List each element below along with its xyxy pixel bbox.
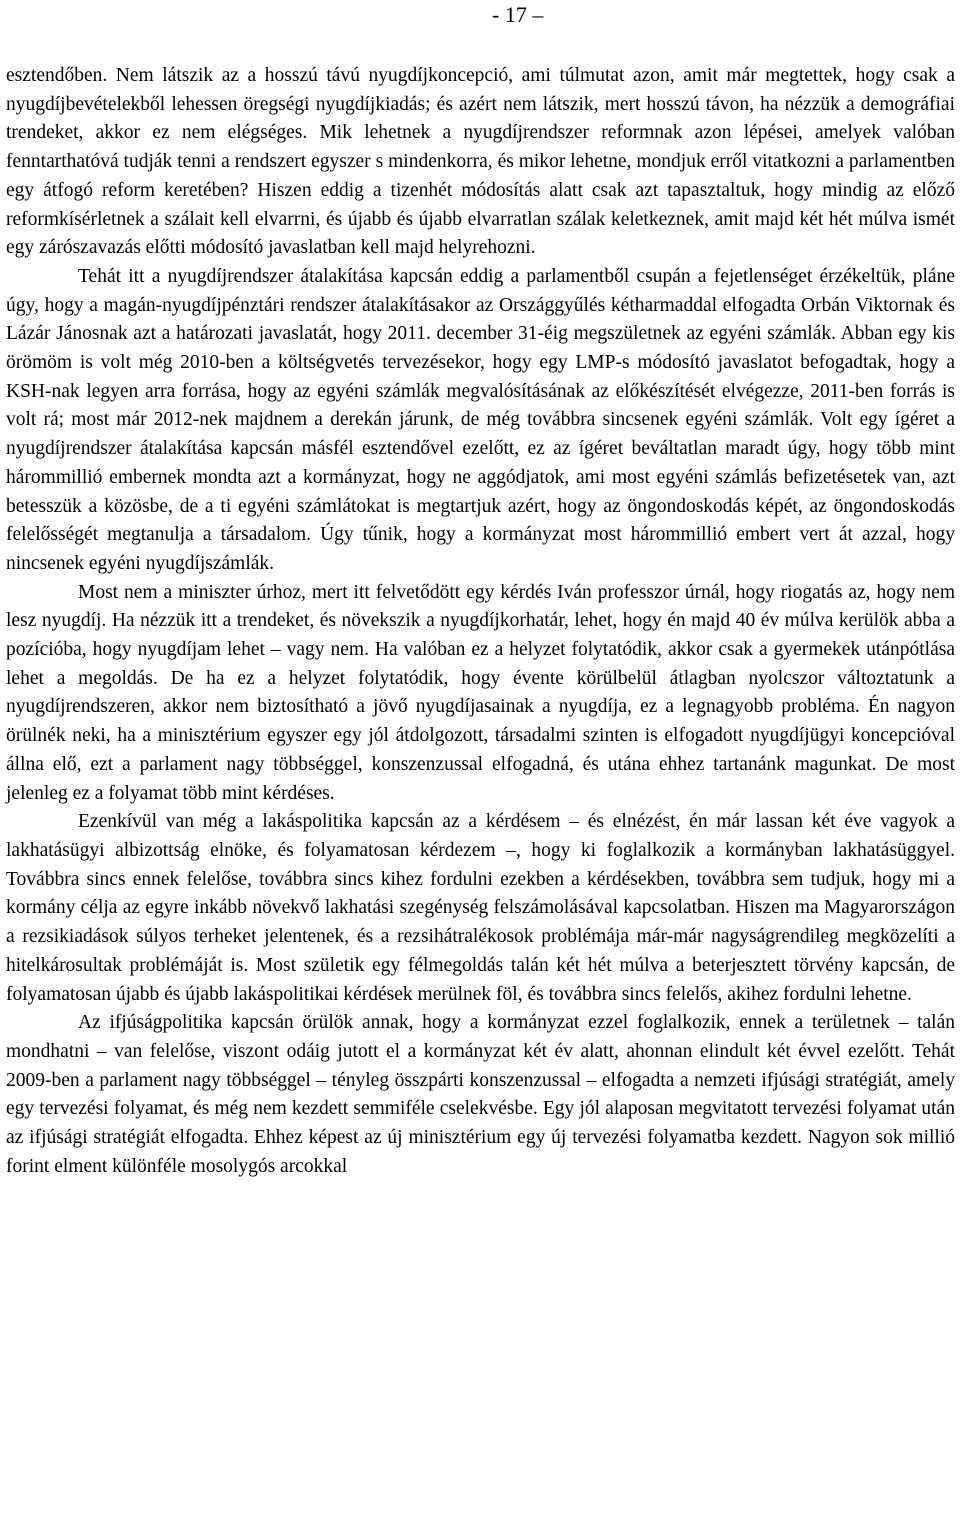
page-number: - 17 – (492, 2, 544, 27)
paragraph: Tehát itt a nyugdíjrendszer átalakítása kapcsán eddig a parlamentből csupán a fejetlenséget érzékeltük, pláne úgy, hogy a magán-nyugdíjpénztári rendszer átalakításakor az Országgyűlés kétharmaddal elfogadta Orbán Viktornak és Lázár Jánosnak azt a határozati javaslatát, hogy 2011. december 31-éig megszületnek az egyéni számlák. Abban egy kis örömöm is volt még 2010-ben a költségvetés tervezésekor, hogy egy LMP-s módosító javaslatot befogadtak, hogy a KSH-nak legyen arra forrása, hogy az egyéni számlák megvalósításának az előkészítését elvégezze, 2011-ben forrás is volt rá; most már 2012-nek majdnem a derekán járunk, de még továbbra sincsenek egyéni számlák. Volt egy ígéret a nyugdíjrendszer átalakítása kapcsán másfél esztendővel ezelőtt, ez az ígéret beváltatlan maradt úgy, hogy több mint hárommillió embernek mondta azt a kormányzat, hogy ne aggódjatok, ami most egyéni számlás befizetésetek van, azt betesszük a közösbe, de a ti egyéni számlátokat is megtartjuk azért, hogy az öngondoskodás képét, az öngondoskodás felelősségét megtanulja a társadalom. Úgy tűnik, hogy a kormányzat most hárommillió embert vert át azzal, hogy nincsenek egyéni nyugdíjszámlák. (6, 265, 955, 574)
paragraph: Most nem a miniszter úrhoz, mert itt felvetődött egy kérdés Iván professzor úrnál, hogy riogatás az, hogy nem lesz nyugdíj. Ha nézzük itt a trendeket, és növekszik a nyugdíjkorhatár, lehet, hogy én majd 40 év múlva kerülök abba a pozícióba, hogy nyugdíjam lehet – vagy nem. Ha valóban ez a helyzet folytatódik, akkor csak a gyermekek utánpótlása lehet a megoldás. De ha ez a helyzet folytatódik, hogy évente körülbelül átlagban nyolcszor változtatunk a nyugdíjrendszeren, akkor nem biztosítható a jövő nyugdíjasainak a nyugdíja, ez a legnagyobb probléma. Én nagyon örülnék neki, ha a minisztérium egyszer egy jól átdolgozott, társadalmi szinten is elfogadott nyugdíjügyi koncepcióval állna elő, ezt a parlament nagy többséggel, konszenzussal elfogadná, és utána ehhez tartanánk magunkat. De most jelenleg ez a folyamat több mint kérdéses. (6, 581, 955, 804)
paragraph: esztendőben. Nem látszik az a hosszú távú nyugdíjkoncepció, ami túlmutat azon, amit már megtettek, hogy csak a nyugdíjbevételekből lehessen öregségi nyugdíjkiadás; és azért nem látszik, mert hosszú távon, ha nézzük a demográfiai trendeket, akkor ez nem elégséges. Mik lehetnek a nyugdíjrendszer reformnak azon lépései, amelyek valóban fenntarthatóvá tudják tenni a rendszert egyszer s mindenkorra, és mikor lehetne, mondjuk erről vitatkozni a parlamentben egy átfogó reform keretében? Hiszen eddig a tizenhét módosítás alatt csak azt tapasztaltuk, hogy mindig az előző reformkísérletnek a szálait kell elvarrni, és újabb és újabb elvarratlan szálak keletkeznek, amit majd két hét múlva ismét egy zárószavazás előtti módosító javaslatban kell majd helyrehozni. (6, 65, 955, 259)
document-body (6, 62, 955, 1181)
paragraph: Az ifjúságpolitika kapcsán örülök annak, hogy a kormányzat ezzel foglalkozik, ennek a területnek – talán mondhatni – van felelőse, viszont odáig jutott el a kormányzat két év alatt, ahonnan elindult két évvel ezelőtt. Tehát 2009-ben a parlament nagy többséggel – tényleg összpárti konszenzussal – elfogadta a nemzeti ifjúsági stratégiát, amely egy tervezési folyamat, és még nem kezdett semmiféle cselekvésbe. Egy jól alaposan megvitatott tervezési folyamat után az ifjúsági stratégiát elfogadta. Ehhez képest az új minisztérium egy új tervezési folyamatba kezdett. Nagyon sok millió forint elment különféle mosolygós arcokkal (6, 1012, 955, 1177)
paragraph: Ezenkívül van még a lakáspolitika kapcsán az a kérdésem – és elnézést, én már lassan két éve vagyok a lakhatásügyi albizottság elnöke, és folyamatosan kérdezem –, hogy ki foglalkozik a kormányban lakhatásüggyel. Továbbra sincs ennek felelőse, továbbra sincs kihez fordulni ezekben a kérdésekben, továbbra sem tudjuk, hogy mi a kormány célja az egyre inkább növekvő lakhatási szegénység felszámolásával kapcsolatban. Hiszen ma Magyarországon a rezsikiadások súlyos terheket jelentenek, és a rezsihátralékosok problémája már-már nagyságrendileg megközelíti a hitelkárosultak problémáját is. Most születik egy félmegoldás talán két hét múlva a beterjesztett törvény kapcsán, de folyamatosan újabb és újabb lakáspolitikai kérdések merülnek föl, és továbbra sincs felelős, akihez fordulni lehetne. (6, 811, 955, 1005)
